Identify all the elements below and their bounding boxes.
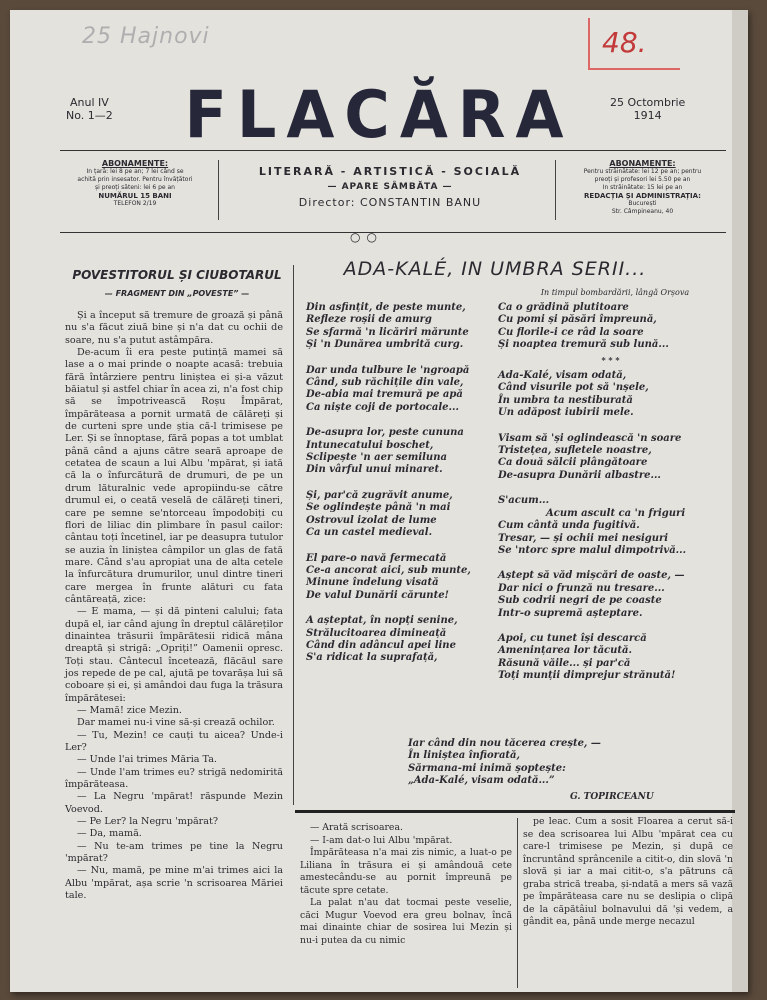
poem-line: Intunecatului boschet, [306, 439, 434, 451]
masthead-center [230, 165, 550, 209]
editorial-box [560, 160, 725, 216]
stanza-separator: * * * [601, 354, 620, 365]
continuation-paragraph: La palat n'au dat tocmai peste veselie, căci Mugur Voevod era greu bolnav, încă mai dinainte chiar de sosirea lui Mezin și nu-i putea da cu nimic [300, 897, 512, 946]
poem-line: Strălucitoarea dimineață [306, 627, 447, 639]
poem-line: Cu pomi și păsări împreună, [498, 314, 657, 326]
poem-line: Se 'ntorc spre malul dimpotrivă... [498, 544, 687, 556]
poem-line: Ca două sălcii plângătoare [498, 457, 648, 469]
poem-line: Apoi, cu tunet își descarcă [498, 632, 647, 644]
editorial-heading: ABONAMENTE: [609, 159, 676, 168]
poem-line: Se oglindește până 'n mai [306, 502, 451, 514]
newspaper-page [10, 10, 748, 992]
poem-line: În liniștea înfiorată, [408, 750, 521, 762]
bottom-column-divider [517, 818, 518, 988]
poem-line: A așteptat, în nopți senine, [306, 615, 458, 627]
continuation-paragraph: — Arată scrisoarea. [310, 822, 403, 833]
poem-line: „Ada-Kalé, visam odată...” [408, 775, 555, 787]
story-paragraph: — E mama, — și dă pinteni calului; fata după el, iar când ajung în dreptul călăreților dinaintea trăsurii împărătesii ridică mâna dreaptă și strigă: „Opriți!” Oamenii opresc. Toți stau. Cântecul încetează, flăcăul sare jos repede de pe cal, ajută pe tovarășa lui să coboare și ei, și amândoi dau fuga la trăsura împărătesei: [65, 606, 283, 704]
masthead-rule-top [60, 150, 726, 151]
poem-line: Și, par'că zugrăvit anume, [306, 489, 453, 501]
story-paragraph: Și a început să tremure de groază și până nu s'a făcut ziuă bine și n'a dat cu ochii de soare, nu s'a putut astâmpăra. [65, 310, 283, 346]
poem-line: Cum cântă unda fugitivă. [498, 520, 640, 532]
poem-line: Când, sub răchițile din vale, [306, 377, 464, 389]
poem-line: Sub codrii negri de pe coaste [498, 595, 662, 607]
continuation-column-1 [300, 822, 512, 987]
subscriptions-line: In țară: lei 8 pe an; 7 lei când se [86, 168, 184, 175]
poem-line: Dar unda tulbure le 'ngroapă [306, 364, 470, 376]
poem-line: Ada-Kalé, visam odată, [498, 370, 627, 382]
subscriptions-box [60, 160, 210, 208]
pencil-annotation: 25 Hajnovi [82, 24, 210, 49]
editorial-line: preoți și profesori lei 5.50 pe an [594, 176, 691, 183]
poem-line: Toți munții dimprejur strănută! [498, 670, 676, 682]
poem-line: Dar nici o frunză nu tresare... [498, 582, 665, 594]
masthead-rule-bottom [60, 232, 726, 233]
poem-line: De-asupra Dunării albastre... [498, 469, 661, 481]
poem-line: Ce-a ancorat aici, sub munte, [306, 564, 471, 576]
poem-line: Amenințarea lor tăcută. [498, 645, 632, 657]
poem-line: Se sfarmă 'n licăriri mărunte [306, 326, 469, 338]
column-divider [293, 265, 294, 805]
poem-line: Cu florile-i ce râd la soare [498, 326, 644, 338]
poem-line: S'acum... [498, 495, 550, 507]
editorial-city: București [628, 200, 657, 207]
story-paragraph: — La Negru 'mpărat! răspunde Mezin Voevod. [65, 791, 283, 815]
poem-line: S'a ridicat la suprafață, [306, 652, 438, 664]
poem-stanza [498, 370, 723, 420]
story-paragraph: — Pe Ler? la Negru 'mpărat? [77, 816, 218, 828]
story-body [65, 310, 283, 902]
story-paragraph: De-acum îi era peste putință mamei să lase a o mai prinde o noapte acasă: trebuia fără întârziere pentru liniștea ei și-a văzut băiatul și astfel chiar în acea zi, n'a fost chip să se împotrivească Roșu Împărat, împărăteasa a pornit urmată de călăreți și de curteni spre unde știa că-l trimisese pe Ler. Și se înnoptase, fără popas a tot umblat până când a ajuns către seară aproape de cetatea de scaun a lui Albu 'mpărat, și iată că la o înfurcătură de drumuri, de pe un drum lăturalnic vede apropiindu-se către drumul ei, o ceată veselă de călăreți tineri, care pe semne se'ntorceau împodobiți cu flori de liliac din plimbare în pasul cailor: cântau toți încetinel, iar pe deasupra tutulor se auzia în liniștea câmpilor un glas de fată mare. Când s'au apropiat una de alta cetele la înfurcătura drumurilor, unul dintre tineri care mergea în frunte alături cu fata cântăreață, zice: [65, 347, 283, 605]
phone-number: TELEFON 2/19 [113, 200, 157, 207]
poem-line: De-asupra lor, peste cununa [306, 427, 464, 439]
poem-line: Refleze roșii de amurg [306, 314, 432, 326]
continuation-paragraph: pe leac. Cum a sosit Floarea a cerut să-i se dea scrisoarea lui Albu 'mpărat cea cu care-l trimisese pe Mezin, și după ce încruntând sprâncenile a citit-o, din slovă 'n slovă și iar a mai citit-o, s'a pătruns că graba strică treaba, și-ndată a mers să vază pe împărăteasa care nu se deslipia o clipă de la căpătâiul bolnavului dă 'și vedem, a gândit ea, până unde merge necazul [523, 816, 733, 927]
poem-line: Tristețea, sufletele noastre, [498, 445, 652, 457]
page-edge [732, 10, 748, 992]
poem-stanza [306, 302, 506, 352]
poem-line: Din asfințit, de peste munte, [306, 302, 466, 313]
issue-number: No. 1—2 [66, 109, 113, 122]
tagline: LITERARĂ - ARTISTICĂ - SOCIALĂ [258, 165, 522, 178]
story-title: POVESTITORUL ȘI CIUBOTARUL [72, 268, 282, 282]
story-paragraph: — Tu, Mezin! ce cauți tu aicea? Unde-i Ler? [65, 729, 283, 754]
poem-line: Acum ascult ca 'n friguri [546, 507, 686, 519]
continuation-paragraph: Împărăteasa n'a mai zis nimic, a luat-o pe Liliana în trăsura ei și amândouă cete amestecându-se au pornit împreună pe tăcute spre cetate. [300, 847, 512, 896]
continuation-column-2 [523, 816, 733, 988]
poem-line: Visam să 'și oglindească 'n soare [498, 432, 682, 444]
poem-stanza [498, 302, 723, 352]
year-label: Anul IV [69, 96, 109, 109]
poem-column-left [306, 302, 506, 678]
masthead-title: FLACĂRA [184, 76, 574, 153]
director-line: Director: CONSTANTIN BANU [298, 196, 482, 209]
poem-line: Ostrovul izolat de lume [306, 514, 437, 526]
date-year: 1914 [633, 109, 662, 122]
divider-left [218, 160, 219, 220]
poem-author: G. TOPIRCEANU [570, 792, 654, 802]
issue-price: NUMĂRUL 15 BANI [98, 192, 172, 200]
poem-line: Sclipește 'n aer semiluna [306, 452, 447, 464]
poem-line: Minune îndelung visată [306, 577, 439, 589]
poem-line: Ca o grădină plutitoare [498, 302, 629, 313]
poem-stanza [498, 433, 723, 483]
poem-stanza [498, 495, 723, 557]
red-number-annotation: 48. [602, 26, 647, 59]
poem-stanza [306, 427, 506, 477]
continuation-paragraph: — I-am dat-o lui Albu 'mpărat. [310, 834, 453, 846]
issue-date [610, 96, 685, 122]
date-day: 25 Octombrie [610, 96, 686, 109]
appears-line: — APARE SÂMBĂTA — [327, 182, 453, 192]
poem-line: De valul Dunării cărunte! [306, 589, 449, 601]
poem-stanza [306, 490, 506, 540]
editorial-line: Pentru străinătate: lei 12 pe an; pentru [583, 168, 702, 175]
poem-line: Ca niște coji de portocale... [306, 401, 459, 413]
poem-stanza [498, 633, 723, 683]
subscriptions-line: achită prin insesator. Pentru învățători [77, 176, 193, 183]
poem-stanza [498, 570, 723, 620]
editorial-street: Str. Câmpineanu, 40 [611, 208, 674, 215]
poem-line: Și 'n Dunărea umbrită curg. [306, 339, 464, 351]
story-paragraph: — Unde l'am trimes eu? strigă nedomirită împărăteasa. [65, 766, 283, 791]
poem-line: În umbra ta nestiburată [498, 394, 633, 406]
subscriptions-line: și preoți săteni: lei 6 pe an [95, 184, 175, 191]
poem-line: El pare-o navă fermecată [306, 552, 447, 564]
poem-final-stanza [408, 738, 628, 788]
poem-line: Din vârful unui minaret. [306, 464, 443, 476]
poem-title: ADA-KALÉ, IN UMBRA SERII... [343, 258, 647, 280]
poem-line: Sărmana-mi inimă șoptește: [408, 762, 566, 774]
editorial-office: REDACȚIA ȘI ADMINISTRAȚIA: [584, 192, 701, 200]
poem-stanza [306, 553, 506, 603]
poem-line: Răsună văile... și par'că [498, 657, 631, 669]
poem-line: Tresar, — și ochii mei nesiguri [498, 532, 669, 544]
story-paragraph: — Mamă! zice Mezin. [77, 705, 182, 716]
editorial-line: In străinătate: 15 lei pe an [602, 184, 683, 191]
section-rule [295, 810, 735, 813]
poem-line: Iar când din nou tăcerea crește, — [408, 738, 601, 749]
ornament-divider: ○○ [350, 230, 383, 244]
story-paragraph: — Unde l'ai trimes Măria Ta. [77, 754, 217, 766]
poem-line: Intr-o supremă așteptare. [498, 607, 643, 619]
story-paragraph: — Da, mamă. [77, 828, 142, 840]
story-paragraph: — Nu te-am trimes pe tine la Negru 'mpărat? [65, 840, 283, 865]
poem-stanza [306, 615, 506, 665]
story-subtitle: — FRAGMENT DIN „POVESTE” — [104, 289, 250, 298]
poem-line: Un adăpost iubirii mele. [498, 407, 634, 419]
poem-column-right [498, 302, 723, 696]
story-paragraph: Dar mamei nu-i vine să-și crează ochilor. [77, 717, 275, 729]
poem-line: Aștept să văd mișcări de oaste, — [498, 570, 685, 582]
poem-line: Ca un castel medieval. [306, 527, 433, 539]
poem-line: Când visurile pot să 'nșele, [498, 382, 649, 394]
poem-line: Și noaptea tremură sub lună... [498, 339, 669, 351]
divider-right [555, 160, 556, 220]
story-paragraph: — Nu, mamă, pe mine m'ai trimes aici la Albu 'mpărat, așa scrie 'n scrisoarea Măriei tale. [65, 865, 283, 902]
subscriptions-heading: ABONAMENTE: [101, 159, 169, 168]
poem-line: Când din adâncul apei line [306, 639, 456, 651]
poem-dedication: In timpul bombardării, lângă Orșova [540, 288, 690, 297]
poem-stanza [306, 365, 506, 415]
poem-line: De-abia mai tremură pe apă [306, 389, 463, 401]
